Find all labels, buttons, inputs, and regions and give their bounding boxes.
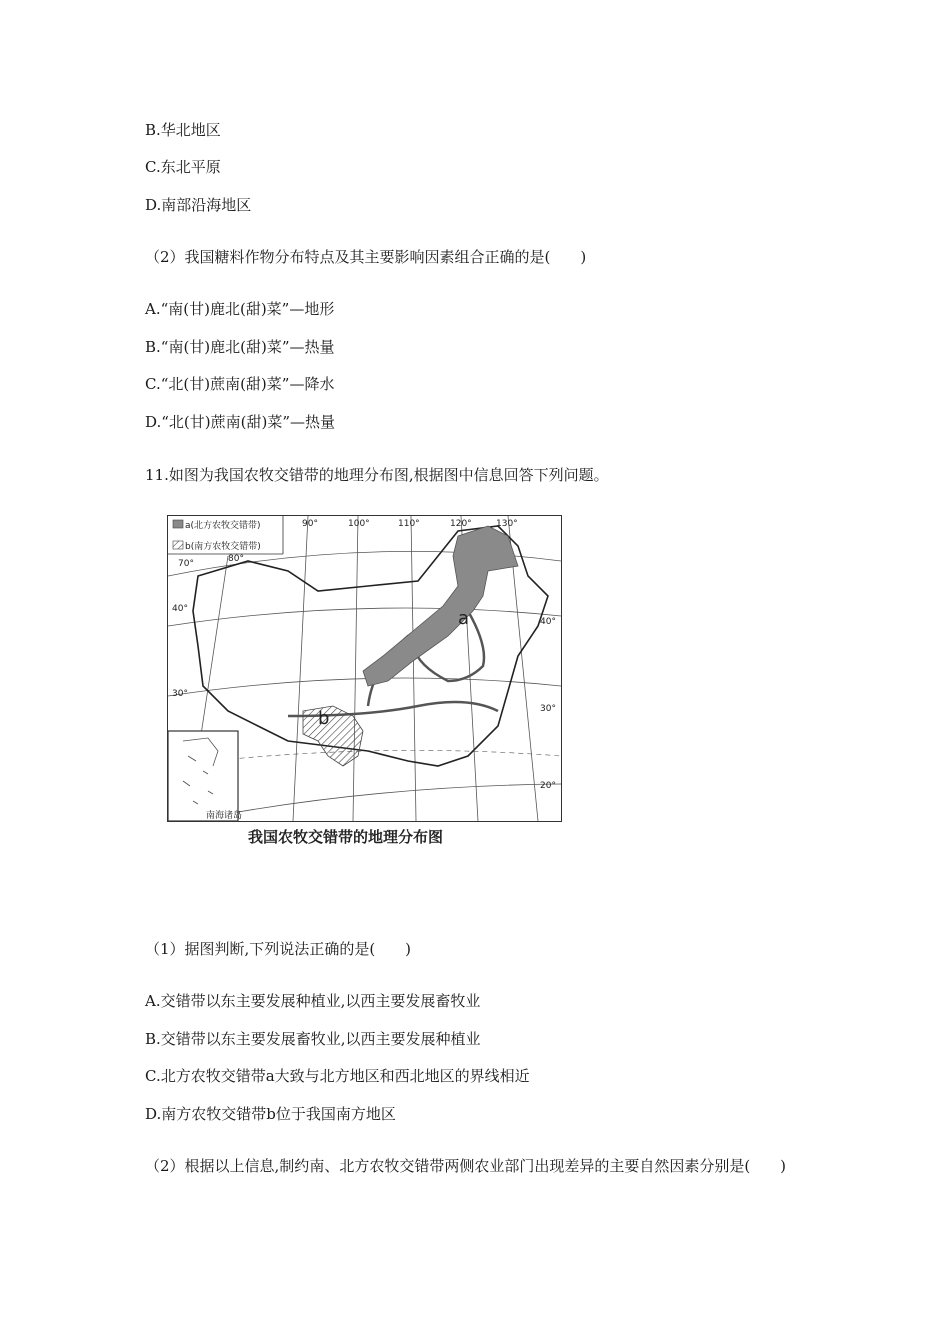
lon-label-100: 100° [348,519,370,529]
question-11-1-option-b: B.交错带以东主要发展畜牧业,以西主要发展种植业 [145,1030,481,1048]
lon-label-110: 110° [398,519,420,529]
lon-label-130: 130° [496,519,518,529]
lon-label-120: 120° [450,519,472,529]
option-c-prev: C.东北平原 [145,158,221,176]
lat-label-30-left: 30° [172,689,188,699]
question-11-1-option-a: A.交错带以东主要发展种植业,以西主要发展畜牧业 [145,992,481,1010]
question-11-2-stem: （2）根据以上信息,制约南、北方农牧交错带两侧农业部门出现差异的主要自然因素分别是( ) [145,1157,787,1175]
question-10-2-option-c: C.“北(甘)蔗南(甜)菜”—降水 [145,375,335,393]
lat-label-40-right: 40° [540,617,556,627]
question-10-2-stem: （2）我国糖料作物分布特点及其主要影响因素组合正确的是( ) [145,248,587,266]
question-10-2-option-a: A.“南(甘)鹿北(甜)菜”—地形 [145,300,335,318]
question-11-1-option-d: D.南方农牧交错带b位于我国南方地区 [145,1105,396,1123]
question-11-stem: 11.如图为我国农牧交错带的地理分布图,根据图中信息回答下列问题。 [145,466,609,484]
legend-a: a(北方农牧交错带) [185,521,261,531]
option-d-prev: D.南部沿海地区 [145,196,252,214]
map-caption: 我国农牧交错带的地理分布图 [248,828,444,846]
question-11-1-option-c: C.北方农牧交错带a大致与北方地区和西北地区的界线相近 [145,1067,530,1085]
lat-label-30-right: 30° [540,704,556,714]
lat-label-20-right: 20° [540,781,556,791]
lon-label-80: 80° [228,554,244,564]
inset-label: 南海诸岛 [206,811,243,821]
question-10-2-option-d: D.“北(甘)蔗南(甜)菜”—热量 [145,413,336,431]
legend-b: b(南方农牧交错带) [185,542,261,552]
lon-label-70: 70° [178,559,194,569]
zone-b-label: b [318,708,330,729]
lon-label-90: 90° [302,519,318,529]
lat-label-40-left: 40° [172,604,188,614]
option-b-prev: B.华北地区 [145,121,221,139]
agro-pastoral-zone-map [167,515,562,822]
question-11-1-stem: （1）据图判断,下列说法正确的是( ) [145,940,412,958]
zone-a-label: a [458,608,470,629]
question-10-2-option-b: B.“南(甘)鹿北(甜)菜”—热量 [145,338,335,356]
